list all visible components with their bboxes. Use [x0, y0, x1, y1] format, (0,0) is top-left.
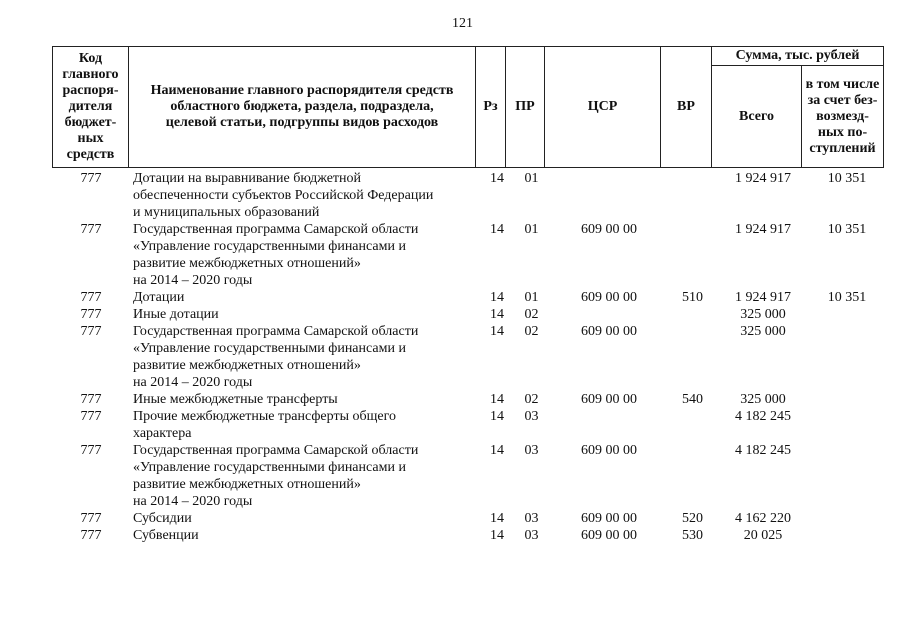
total-cell: 20 025	[743, 528, 783, 543]
name-cell	[130, 442, 482, 510]
name-cell	[130, 527, 482, 544]
header-pr: ПР	[506, 47, 545, 168]
table-header	[52, 46, 884, 168]
pr-cell: 02	[524, 392, 539, 407]
table-row	[52, 510, 886, 527]
csr-cell: 609 00 00	[581, 392, 637, 407]
name-line: развитие межбюджетных отношений»	[133, 358, 361, 373]
code-cell: 777	[80, 307, 102, 322]
vr-cell: 510	[682, 290, 703, 305]
gratis-cell	[808, 323, 886, 391]
rz-cell: 14	[490, 171, 504, 186]
name-line: «Управление государственными финансами и	[133, 239, 406, 254]
vr-cell	[667, 170, 718, 221]
name-line: Государственная программа Самарской области	[133, 324, 419, 339]
gratis-cell	[808, 306, 886, 323]
total-cell: 325 000	[740, 307, 786, 322]
name-line: и муниципальных образований	[133, 205, 320, 220]
csr-cell: 609 00 00	[581, 324, 637, 339]
csr-cell: 609 00 00	[581, 443, 637, 458]
name-line: Иные дотации	[133, 307, 219, 322]
name-line: Субвенции	[133, 528, 199, 543]
vr-cell	[667, 442, 718, 510]
name-line: Государственная программа Самарской области	[133, 443, 419, 458]
header-rz: Рз	[476, 47, 506, 168]
name-line: Субсидии	[133, 511, 192, 526]
table-row	[52, 306, 886, 323]
name-line: «Управление государственными финансами и	[133, 460, 406, 475]
rz-cell: 14	[490, 290, 504, 305]
pr-cell: 03	[524, 511, 539, 526]
vr-cell	[667, 306, 718, 323]
csr-cell	[551, 408, 667, 442]
vr-cell	[667, 408, 718, 442]
rz-cell: 14	[490, 222, 504, 237]
rz-cell: 14	[490, 511, 504, 526]
code-cell: 777	[80, 409, 102, 424]
code-cell: 777	[80, 171, 102, 186]
vr-cell	[667, 323, 718, 391]
name-line: обеспеченности субъектов Российской Федерации	[133, 188, 434, 203]
name-cell	[130, 221, 482, 289]
gratis-cell	[808, 527, 886, 544]
table-row	[52, 323, 886, 391]
header-name: Наименование главного распорядителя средств областного бюджета, раздела, подраздела, целевой статьи, подгруппы видов расходов	[129, 47, 476, 168]
name-line: на 2014 – 2020 годы	[133, 375, 253, 390]
name-cell	[130, 323, 482, 391]
total-cell: 4 162 220	[735, 511, 791, 526]
table-row	[52, 527, 886, 544]
table-row	[52, 289, 886, 306]
rz-cell: 14	[490, 443, 504, 458]
gratis-cell	[808, 408, 886, 442]
vr-cell: 540	[682, 392, 703, 407]
name-cell	[130, 289, 482, 306]
table-row	[52, 221, 886, 289]
gratis-cell	[808, 510, 886, 527]
name-line: развитие межбюджетных отношений»	[133, 256, 361, 271]
vr-cell: 530	[682, 528, 703, 543]
gratis-cell: 10 351	[827, 290, 867, 305]
csr-cell: 609 00 00	[581, 290, 637, 305]
pr-cell: 03	[524, 528, 539, 543]
code-cell: 777	[80, 222, 102, 237]
budget-table	[52, 170, 886, 544]
page-number: 121	[452, 16, 473, 31]
csr-cell: 609 00 00	[581, 222, 637, 237]
table-row	[52, 442, 886, 510]
name-line: Государственная программа Самарской области	[133, 222, 419, 237]
pr-cell: 01	[524, 171, 539, 186]
pr-cell: 01	[524, 222, 539, 237]
total-cell: 1 924 917	[735, 290, 791, 305]
table-row	[52, 391, 886, 408]
header-total: Всего	[712, 66, 802, 168]
rz-cell: 14	[490, 528, 504, 543]
rz-cell: 14	[490, 324, 504, 339]
pr-cell: 02	[524, 324, 539, 339]
gratis-cell	[808, 442, 886, 510]
code-cell: 777	[80, 324, 102, 339]
rz-cell: 14	[490, 307, 504, 322]
pr-cell: 02	[524, 307, 539, 322]
total-cell: 4 182 245	[735, 409, 791, 424]
name-line: Дотации	[133, 290, 185, 305]
header-sum: Сумма, тыс. рублей	[712, 47, 884, 66]
csr-cell	[551, 306, 667, 323]
name-cell	[130, 408, 482, 442]
name-cell	[130, 510, 482, 527]
header-vr: ВР	[661, 47, 712, 168]
name-line: Дотации на выравнивание бюджетной	[133, 171, 362, 186]
code-cell: 777	[80, 290, 102, 305]
table-row	[52, 170, 886, 221]
csr-cell	[551, 170, 667, 221]
name-cell	[130, 170, 482, 221]
total-cell: 1 924 917	[735, 171, 791, 186]
rz-cell: 14	[490, 392, 504, 407]
code-cell: 777	[80, 392, 102, 407]
header-csr: ЦСР	[545, 47, 661, 168]
name-line: характера	[133, 426, 192, 441]
name-cell	[130, 391, 482, 408]
pr-cell: 03	[524, 443, 539, 458]
name-cell	[130, 306, 482, 323]
pr-cell: 03	[524, 409, 539, 424]
header-code: Код главного распоря- дителя бюджет- ных средств	[53, 47, 129, 168]
code-cell: 777	[80, 511, 102, 526]
code-cell: 777	[80, 528, 102, 543]
name-line: на 2014 – 2020 годы	[133, 494, 253, 509]
csr-cell: 609 00 00	[581, 511, 637, 526]
total-cell: 325 000	[740, 324, 786, 339]
rz-cell: 14	[490, 409, 504, 424]
vr-cell: 520	[682, 511, 703, 526]
csr-cell: 609 00 00	[581, 528, 637, 543]
name-line: Иные межбюджетные трансферты	[133, 392, 338, 407]
total-cell: 325 000	[740, 392, 786, 407]
vr-cell	[667, 221, 718, 289]
gratis-cell: 10 351	[827, 222, 867, 237]
header-gratis: в том числе за счет без- возмезд- ных по- ступлений	[802, 66, 884, 168]
name-line: развитие межбюджетных отношений»	[133, 477, 361, 492]
total-cell: 1 924 917	[735, 222, 791, 237]
total-cell: 4 182 245	[735, 443, 791, 458]
gratis-cell: 10 351	[827, 171, 867, 186]
name-line: на 2014 – 2020 годы	[133, 273, 253, 288]
code-cell: 777	[80, 443, 102, 458]
table-row	[52, 408, 886, 442]
name-line: Прочие межбюджетные трансферты общего	[133, 409, 396, 424]
name-line: «Управление государственными финансами и	[133, 341, 406, 356]
gratis-cell	[808, 391, 886, 408]
pr-cell: 01	[524, 290, 539, 305]
